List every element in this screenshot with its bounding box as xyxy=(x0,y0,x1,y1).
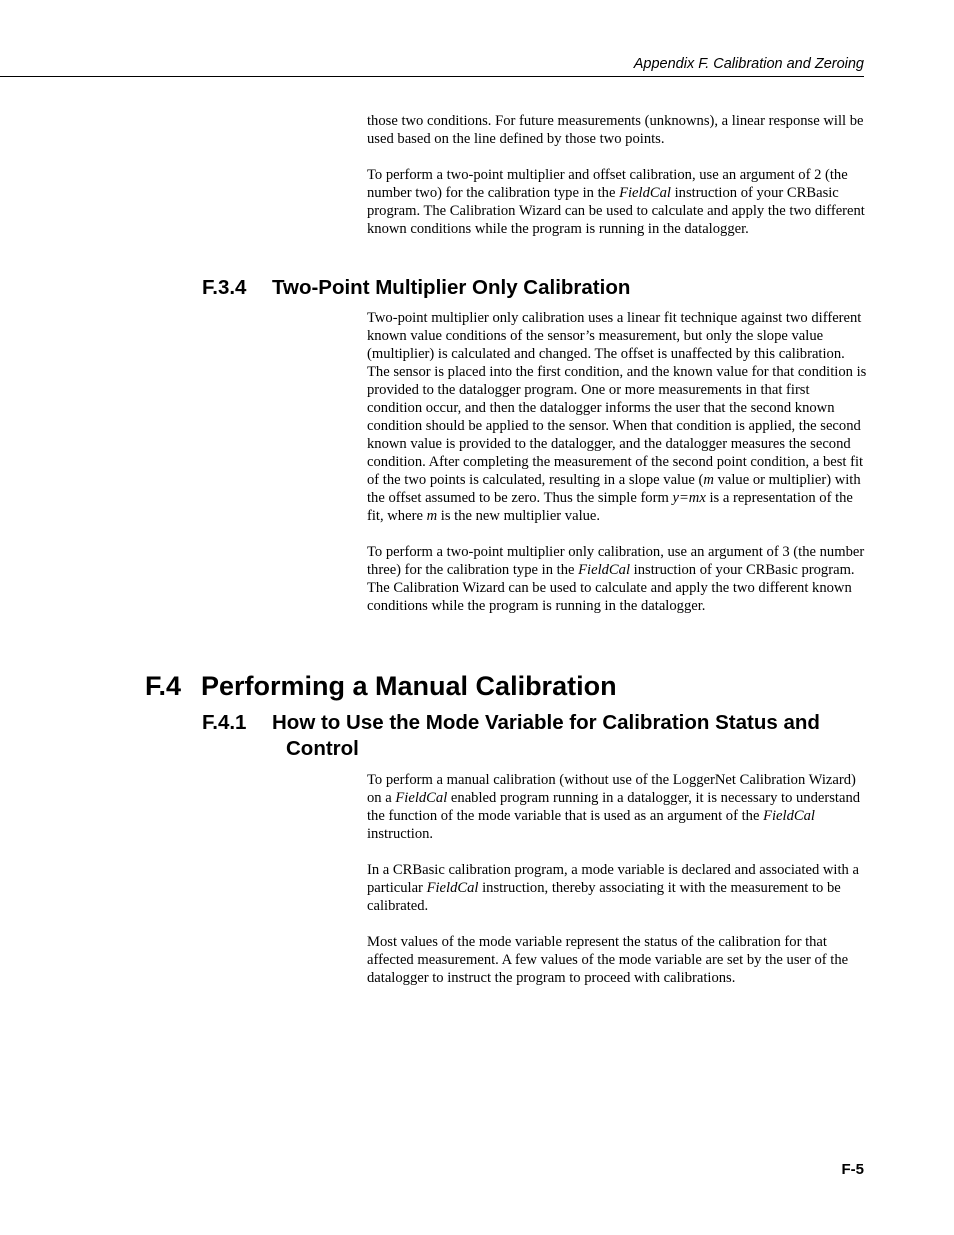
fieldcal-term: FieldCal xyxy=(763,808,815,824)
section-number: F.4 xyxy=(145,671,182,701)
fieldcal-term: FieldCal xyxy=(395,790,448,806)
running-head: Appendix F. Calibration and Zeroing xyxy=(633,56,864,72)
section-title-line-1: How to Use the Mode Variable for Calibration Status and xyxy=(272,711,820,734)
intro-paragraph-1: those two conditions. For future measurements (unknowns), a linear response will be used based on the line defined by those two points. xyxy=(367,113,864,147)
m-term: m xyxy=(703,472,714,488)
text-run: enabled program running in a datalogger, it is necessary to understand the function of the mode variable that is used as an argument of the xyxy=(367,790,861,824)
text-run: instruction of your CRBasic program. The Calibration Wizard can be used to calculate and apply the two different known conditions while the program is running in the datalogger. xyxy=(367,185,865,237)
fieldcal-term: FieldCal xyxy=(426,880,479,896)
text-run: instruction of your CRBasic program. The Calibration Wizard can be used to calculate and apply the two different known conditions while the program is running in the datalogger. xyxy=(367,562,855,614)
text-run: Two-point multiplier only calibration uses a linear fit technique against two different known value conditions of the sensor’s measurement, but only the slope value (multiplier) is calculated and changed. The offset is unaffected by this calibration. The sensor is placed into the first condition, and the known value for that condition is provided to the datalogger program. One or more measurements in that first condition occur, and then the datalogger informs the user that the second known condition should be applied to the sensor. When that condition is applied, the second known value is provided to the datalogger, and the datalogger measures the second condition. After completing the measurement of the second point condition, a best fit of the two points is calculated, resulting in a slope value ( xyxy=(367,310,867,488)
heading-f4 xyxy=(145,670,617,702)
text-run: In a CRBasic calibration program, a mode variable is declared and associated with a particular xyxy=(367,862,859,896)
section-title: Two-Point Multiplier Only Calibration xyxy=(272,276,631,299)
m-term: m xyxy=(426,508,438,524)
text-run: To perform a manual calibration (without use of the LoggerNet Calibration Wizard) on a xyxy=(367,772,856,806)
text-run: is the new multiplier value. xyxy=(437,508,601,524)
f41-text xyxy=(367,771,867,987)
text-run: is a representation of the fit, where xyxy=(367,490,853,524)
section-number: F.4.1 xyxy=(202,711,247,734)
heading-f34 xyxy=(202,275,882,301)
text-run: instruction, thereby associating it with the measurement to be calibrated. xyxy=(367,880,841,914)
f41-paragraph-1 xyxy=(367,771,867,843)
fieldcal-term: FieldCal xyxy=(578,562,631,578)
section-title: Performing a Manual Calibration xyxy=(201,671,617,701)
equation-term: y=mx xyxy=(672,490,706,506)
f34-paragraph-1 xyxy=(367,309,867,525)
text-run: To perform a two-point multiplier and offset calibration, use an argument of 2 (the number two) for the calibration type in the xyxy=(367,167,848,201)
section-number: F.3.4 xyxy=(202,276,247,299)
f41-paragraph-3: Most values of the mode variable represent the status of the calibration for that affected measurement. A few values of the mode variable are set by the user of the datalogger to instruct the program to proceed with calibrations. xyxy=(367,934,849,986)
f34-paragraph-2 xyxy=(367,543,867,615)
f41-paragraph-2 xyxy=(367,861,867,915)
header-rule xyxy=(0,76,864,77)
intro-paragraph-2 xyxy=(367,166,867,238)
intro-text xyxy=(367,112,867,238)
heading-f41 xyxy=(202,710,882,762)
section-title-line-2: Control xyxy=(286,737,359,760)
text-run: value or multiplier) with the offset assumed to be zero. Thus the simple form xyxy=(367,472,861,506)
text-run: instruction. xyxy=(367,826,434,842)
text-run: To perform a two-point multiplier only calibration, use an argument of 3 (the number three) for the calibration type in the xyxy=(367,544,865,578)
f34-text xyxy=(367,309,867,615)
page-number: F-5 xyxy=(841,1161,864,1178)
fieldcal-term: FieldCal xyxy=(619,185,671,201)
